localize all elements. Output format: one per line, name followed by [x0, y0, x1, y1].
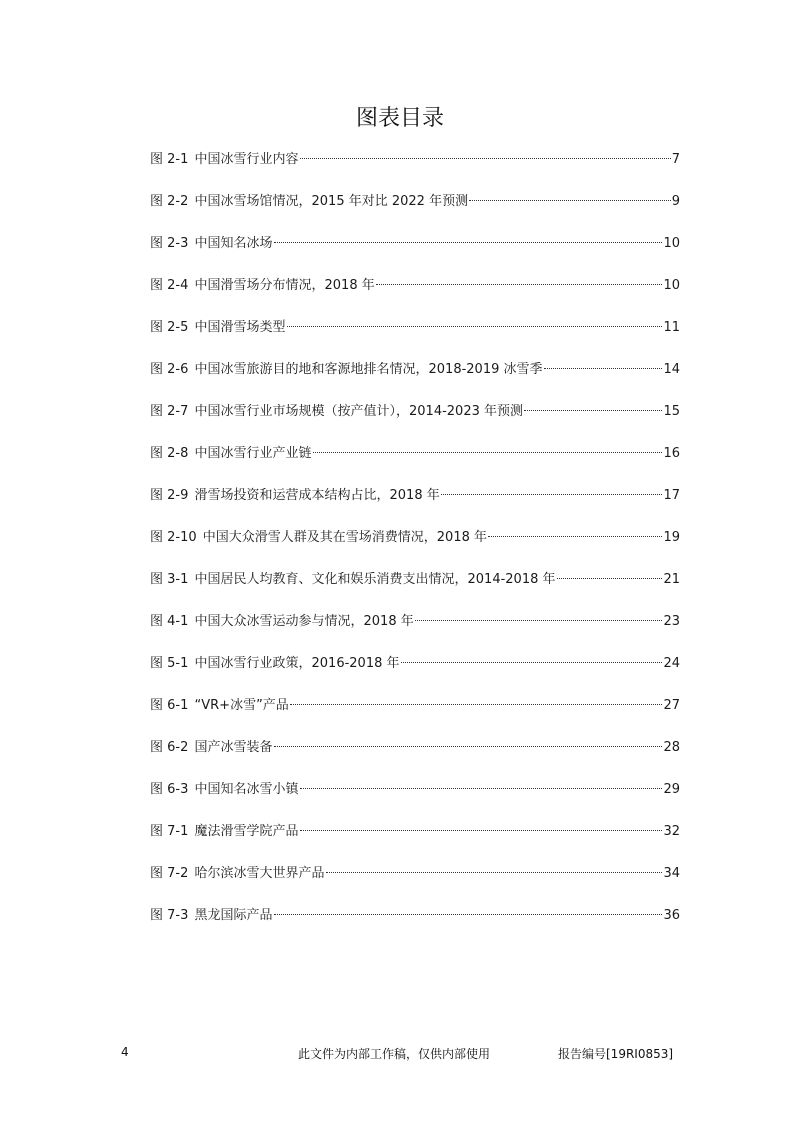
toc-entry-title: 中国知名冰场 — [194, 236, 273, 251]
toc-entry[interactable] — [150, 610, 680, 652]
toc-entry-label: 图 2-4 — [150, 278, 189, 293]
toc-entry[interactable] — [150, 358, 680, 400]
toc-entry-page: 9 — [671, 194, 680, 209]
toc-entry-page: 29 — [663, 782, 680, 797]
toc-entry-page: 11 — [663, 320, 680, 335]
toc-entry-title: 中国冰雪旅游目的地和客源地排名情况，2018-2019 冰雪季 — [194, 362, 543, 377]
toc-entry-title: 中国大众冰雪运动参与情况，2018 年 — [194, 614, 414, 629]
toc-entry-title: 中国冰雪场馆情况，2015 年对比 2022 年预测 — [194, 194, 469, 209]
toc-entry-label: 图 7-3 — [150, 908, 189, 923]
toc-entry[interactable] — [150, 190, 680, 232]
footer-confidential-notice: 此文件为内部工作稿，仅供内部使用 — [298, 1047, 491, 1061]
dot-leader — [300, 830, 663, 831]
dot-leader — [441, 494, 663, 495]
toc-entry-label: 图 2-6 — [150, 362, 189, 377]
dot-leader — [488, 536, 662, 537]
toc-entry[interactable] — [150, 778, 680, 820]
toc-entry-label: 图 2-10 — [150, 530, 197, 545]
dot-leader — [469, 200, 671, 201]
toc-entry-page: 32 — [663, 824, 680, 839]
dot-leader — [524, 410, 662, 411]
toc-entry[interactable] — [150, 442, 680, 484]
toc-entry-page: 14 — [663, 362, 680, 377]
toc-entry-title: 国产冰雪装备 — [194, 740, 273, 755]
toc-entry-page: 36 — [663, 908, 680, 923]
toc-entry[interactable] — [150, 694, 680, 736]
toc-entry-page: 16 — [663, 446, 680, 461]
dot-leader — [300, 788, 663, 789]
dot-leader — [557, 578, 663, 579]
dot-leader — [290, 704, 663, 705]
toc-entry-label: 图 2-1 — [150, 152, 189, 167]
toc-entry-title: 中国冰雪行业政策，2016-2018 年 — [194, 656, 400, 671]
toc-entry-page: 7 — [671, 152, 680, 167]
toc-entry[interactable] — [150, 652, 680, 694]
toc-entry-title: 中国冰雪行业产业链 — [194, 446, 312, 461]
footer-report-number: 报告编号[19RI0853] — [558, 1047, 674, 1061]
toc-entry-page: 27 — [663, 698, 680, 713]
toc-entry-page: 10 — [663, 278, 680, 293]
toc-entry-label: 图 2-7 — [150, 404, 189, 419]
dot-leader — [326, 872, 663, 873]
toc-entry-label: 图 3-1 — [150, 572, 189, 587]
toc-entry[interactable] — [150, 400, 680, 442]
toc-entry-label: 图 2-9 — [150, 488, 189, 503]
toc-entry[interactable] — [150, 526, 680, 568]
toc-entry[interactable] — [150, 232, 680, 274]
toc-entry-page: 17 — [663, 488, 680, 503]
dot-leader — [376, 284, 663, 285]
toc-entry[interactable] — [150, 274, 680, 316]
toc-entry-page: 10 — [663, 236, 680, 251]
toc-entry[interactable] — [150, 316, 680, 358]
toc-entry-title: 哈尔滨冰雪大世界产品 — [194, 866, 325, 881]
toc-entry-page: 24 — [663, 656, 680, 671]
toc-entry-title: 黑龙国际产品 — [194, 908, 273, 923]
toc-entry-label: 图 2-2 — [150, 194, 189, 209]
toc-entry[interactable] — [150, 820, 680, 862]
toc-entry-page: 21 — [663, 572, 680, 587]
toc-entry[interactable] — [150, 484, 680, 526]
toc-entry-label: 图 7-1 — [150, 824, 189, 839]
toc-entry-title: 滑雪场投资和运营成本结构占比，2018 年 — [194, 488, 440, 503]
toc-entry-label: 图 5-1 — [150, 656, 189, 671]
toc-entry-label: 图 2-3 — [150, 236, 189, 251]
dot-leader — [415, 620, 663, 621]
toc-entry[interactable] — [150, 568, 680, 610]
dot-leader — [274, 242, 663, 243]
toc-entry-label: 图 4-1 — [150, 614, 189, 629]
toc-entry-label: 图 2-8 — [150, 446, 189, 461]
dot-leader — [274, 914, 663, 915]
toc-entry[interactable] — [150, 148, 680, 190]
toc-entry-title: 中国滑雪场类型 — [194, 320, 286, 335]
toc-entry-title: 中国冰雪行业内容 — [194, 152, 299, 167]
dot-leader — [300, 158, 671, 159]
dot-leader — [313, 452, 663, 453]
toc-entry[interactable] — [150, 904, 680, 946]
toc-entry-page: 19 — [663, 530, 680, 545]
toc-entry-title: 中国大众滑雪人群及其在雪场消费情况，2018 年 — [202, 530, 487, 545]
toc-entry[interactable] — [150, 736, 680, 778]
toc-entry-title: 中国滑雪场分布情况，2018 年 — [194, 278, 375, 293]
page-footer — [0, 1045, 800, 1065]
dot-leader — [401, 662, 663, 663]
toc-entry-page: 28 — [663, 740, 680, 755]
toc-entry-label: 图 7-2 — [150, 866, 189, 881]
page-title: 图表目录 — [355, 106, 444, 131]
toc-entry-label: 图 6-3 — [150, 782, 189, 797]
toc-entry-label: 图 6-1 — [150, 698, 189, 713]
dot-leader — [287, 326, 663, 327]
toc-entry-page: 15 — [663, 404, 680, 419]
toc-entry-title: 中国知名冰雪小镇 — [194, 782, 299, 797]
toc-entry-title: 魔法滑雪学院产品 — [194, 824, 299, 839]
footer-page-number: 4 — [121, 1045, 129, 1059]
toc-entry-label: 图 2-5 — [150, 320, 189, 335]
toc-entry-page: 34 — [663, 866, 680, 881]
toc-entry[interactable] — [150, 862, 680, 904]
toc-entry-page: 23 — [663, 614, 680, 629]
toc-entry-title: 中国冰雪行业市场规模（按产值计），2014-2023 年预测 — [194, 404, 524, 419]
dot-leader — [274, 746, 663, 747]
toc-entry-label: 图 6-2 — [150, 740, 189, 755]
dot-leader — [544, 368, 663, 369]
toc-entry-title: 中国居民人均教育、文化和娱乐消费支出情况，2014-2018 年 — [194, 572, 556, 587]
figure-toc-list — [150, 148, 680, 946]
toc-entry-title: “VR+冰雪”产品 — [194, 698, 289, 713]
